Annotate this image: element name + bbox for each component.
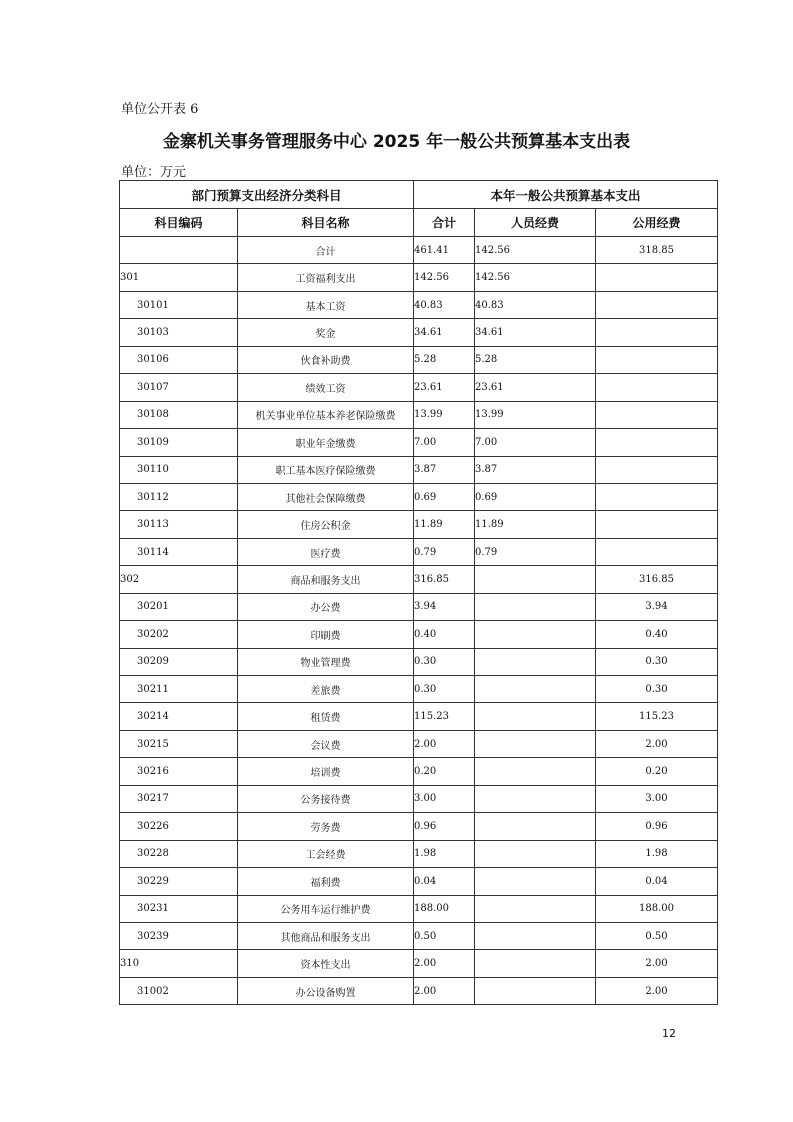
cell-name: 基本工资 (238, 291, 414, 318)
cell-public: 0.96 (596, 813, 718, 840)
table-label: 单位公开表 6 (121, 102, 199, 117)
group-header-economic-classification: 部门预算支出经济分类科目 (120, 181, 414, 209)
cell-personnel: 23.61 (475, 374, 596, 401)
cell-code: 30217 (120, 785, 238, 812)
cell-total: 188.00 (414, 895, 475, 922)
cell-total: 5.28 (414, 346, 475, 373)
cell-total: 0.30 (414, 676, 475, 703)
group-header-basic-expenditure: 本年一般公共预算基本支出 (414, 181, 718, 209)
table-row (120, 868, 718, 895)
cell-code: 30226 (120, 813, 238, 840)
cell-public: 2.00 (596, 730, 718, 757)
cell-name: 职工基本医疗保险缴费 (238, 456, 414, 483)
table-row (120, 813, 718, 840)
cell-public: 3.94 (596, 593, 718, 620)
cell-personnel: 40.83 (475, 291, 596, 318)
cell-public: 3.00 (596, 785, 718, 812)
cell-public: 318.85 (596, 237, 718, 264)
table-row (120, 593, 718, 620)
cell-code: 30101 (120, 291, 238, 318)
cell-public (596, 429, 718, 456)
cell-public (596, 264, 718, 291)
cell-total: 0.96 (414, 813, 475, 840)
cell-code: 30216 (120, 758, 238, 785)
cell-personnel (475, 676, 596, 703)
cell-personnel (475, 950, 596, 977)
table-row (120, 840, 718, 867)
table-row (120, 346, 718, 373)
cell-personnel (475, 813, 596, 840)
cell-code: 30209 (120, 648, 238, 675)
cell-name: 劳务费 (238, 813, 414, 840)
cell-total: 3.00 (414, 785, 475, 812)
cell-code: 30110 (120, 456, 238, 483)
cell-total: 115.23 (414, 703, 475, 730)
cell-name: 公务用车运行维护费 (238, 895, 414, 922)
cell-code: 30112 (120, 483, 238, 510)
cell-personnel: 34.61 (475, 319, 596, 346)
cell-personnel: 3.87 (475, 456, 596, 483)
cell-total: 0.20 (414, 758, 475, 785)
cell-personnel (475, 840, 596, 867)
table-row (120, 566, 718, 593)
cell-personnel: 0.69 (475, 483, 596, 510)
cell-public: 1.98 (596, 840, 718, 867)
cell-code: 30107 (120, 374, 238, 401)
cell-name: 商品和服务支出 (238, 566, 414, 593)
cell-total: 34.61 (414, 319, 475, 346)
table-row (120, 621, 718, 648)
cell-name: 印刷费 (238, 621, 414, 648)
cell-total: 40.83 (414, 291, 475, 318)
table-row (120, 648, 718, 675)
table-body (120, 237, 718, 1005)
table-row (120, 922, 718, 949)
table-row (120, 429, 718, 456)
cell-name: 办公费 (238, 593, 414, 620)
cell-total: 461.41 (414, 237, 475, 264)
cell-code: 30106 (120, 346, 238, 373)
cell-personnel (475, 566, 596, 593)
cell-personnel: 142.56 (475, 237, 596, 264)
cell-total: 0.30 (414, 648, 475, 675)
cell-name: 合计 (238, 237, 414, 264)
cell-public: 0.30 (596, 676, 718, 703)
cell-code: 30214 (120, 703, 238, 730)
table-row (120, 237, 718, 264)
cell-public (596, 374, 718, 401)
cell-code: 310 (120, 950, 238, 977)
cell-total: 142.56 (414, 264, 475, 291)
cell-code: 30228 (120, 840, 238, 867)
cell-public (596, 319, 718, 346)
cell-code: 302 (120, 566, 238, 593)
cell-code: 30239 (120, 922, 238, 949)
cell-code: 31002 (120, 977, 238, 1004)
cell-personnel: 13.99 (475, 401, 596, 428)
column-header-name: 科目名称 (238, 209, 414, 237)
column-header-public: 公用经费 (596, 209, 718, 237)
cell-public (596, 538, 718, 565)
cell-total: 0.50 (414, 922, 475, 949)
cell-name: 伙食补助费 (238, 346, 414, 373)
cell-total: 316.85 (414, 566, 475, 593)
cell-total: 13.99 (414, 401, 475, 428)
cell-total: 0.79 (414, 538, 475, 565)
table-row (120, 374, 718, 401)
cell-total: 3.87 (414, 456, 475, 483)
table-row (120, 785, 718, 812)
cell-name: 住房公积金 (238, 511, 414, 538)
cell-name: 奖金 (238, 319, 414, 346)
cell-name: 其他商品和服务支出 (238, 922, 414, 949)
cell-code: 30103 (120, 319, 238, 346)
cell-code: 30229 (120, 868, 238, 895)
cell-public (596, 483, 718, 510)
cell-name: 医疗费 (238, 538, 414, 565)
cell-code: 30109 (120, 429, 238, 456)
table-row (120, 758, 718, 785)
cell-public: 0.40 (596, 621, 718, 648)
cell-name: 会议费 (238, 730, 414, 757)
cell-total: 3.94 (414, 593, 475, 620)
cell-personnel: 7.00 (475, 429, 596, 456)
cell-personnel: 0.79 (475, 538, 596, 565)
cell-code: 30108 (120, 401, 238, 428)
cell-public (596, 291, 718, 318)
cell-public (596, 456, 718, 483)
page-title: 金寨机关事务管理服务中心 2025 年一般公共预算基本支出表 (162, 132, 631, 152)
cell-personnel (475, 621, 596, 648)
cell-personnel (475, 785, 596, 812)
cell-public: 0.04 (596, 868, 718, 895)
cell-personnel: 5.28 (475, 346, 596, 373)
cell-total: 7.00 (414, 429, 475, 456)
cell-code: 30113 (120, 511, 238, 538)
table-row (120, 950, 718, 977)
column-header-personnel: 人员经费 (475, 209, 596, 237)
cell-public: 2.00 (596, 950, 718, 977)
cell-total: 0.04 (414, 868, 475, 895)
cell-public: 0.30 (596, 648, 718, 675)
cell-public: 188.00 (596, 895, 718, 922)
cell-code: 30202 (120, 621, 238, 648)
cell-public (596, 346, 718, 373)
cell-public: 316.85 (596, 566, 718, 593)
cell-total: 11.89 (414, 511, 475, 538)
table-row (120, 538, 718, 565)
table-row (120, 291, 718, 318)
cell-name: 差旅费 (238, 676, 414, 703)
table-column-header-row (120, 209, 718, 237)
column-header-total: 合计 (414, 209, 475, 237)
cell-personnel (475, 703, 596, 730)
cell-code: 30114 (120, 538, 238, 565)
cell-code: 30211 (120, 676, 238, 703)
cell-name: 职业年金缴费 (238, 429, 414, 456)
cell-total: 1.98 (414, 840, 475, 867)
cell-total: 2.00 (414, 977, 475, 1004)
cell-name: 福利费 (238, 868, 414, 895)
budget-table (119, 180, 718, 1005)
page-number: 12 (662, 1027, 676, 1040)
cell-public: 0.50 (596, 922, 718, 949)
cell-public: 0.20 (596, 758, 718, 785)
cell-personnel: 11.89 (475, 511, 596, 538)
table-row (120, 264, 718, 291)
table-row (120, 319, 718, 346)
cell-name: 物业管理费 (238, 648, 414, 675)
cell-name: 工资福利支出 (238, 264, 414, 291)
cell-code (120, 237, 238, 264)
cell-name: 资本性支出 (238, 950, 414, 977)
cell-name: 其他社会保障缴费 (238, 483, 414, 510)
cell-personnel (475, 758, 596, 785)
cell-code: 301 (120, 264, 238, 291)
cell-total: 2.00 (414, 950, 475, 977)
cell-name: 培训费 (238, 758, 414, 785)
cell-personnel (475, 730, 596, 757)
cell-total: 0.69 (414, 483, 475, 510)
cell-code: 30215 (120, 730, 238, 757)
unit-label: 单位：万元 (121, 165, 187, 180)
cell-code: 30201 (120, 593, 238, 620)
cell-personnel: 142.56 (475, 264, 596, 291)
cell-personnel (475, 895, 596, 922)
cell-total: 2.00 (414, 730, 475, 757)
cell-personnel (475, 977, 596, 1004)
table-row (120, 401, 718, 428)
cell-public: 2.00 (596, 977, 718, 1004)
cell-name: 绩效工资 (238, 374, 414, 401)
cell-public (596, 511, 718, 538)
table-row (120, 456, 718, 483)
table-row (120, 895, 718, 922)
cell-personnel (475, 593, 596, 620)
cell-total: 23.61 (414, 374, 475, 401)
table-row (120, 483, 718, 510)
cell-name: 工会经费 (238, 840, 414, 867)
table-row (120, 511, 718, 538)
column-header-code: 科目编码 (120, 209, 238, 237)
cell-total: 0.40 (414, 621, 475, 648)
cell-name: 租赁费 (238, 703, 414, 730)
cell-personnel (475, 868, 596, 895)
cell-name: 办公设备购置 (238, 977, 414, 1004)
table-row (120, 730, 718, 757)
table-group-header-row (120, 181, 718, 209)
cell-name: 机关事业单位基本养老保险缴费 (238, 401, 414, 428)
cell-name: 公务接待费 (238, 785, 414, 812)
cell-public (596, 401, 718, 428)
cell-code: 30231 (120, 895, 238, 922)
cell-personnel (475, 648, 596, 675)
cell-public: 115.23 (596, 703, 718, 730)
cell-personnel (475, 922, 596, 949)
table-row (120, 676, 718, 703)
table-row (120, 977, 718, 1004)
table-row (120, 703, 718, 730)
